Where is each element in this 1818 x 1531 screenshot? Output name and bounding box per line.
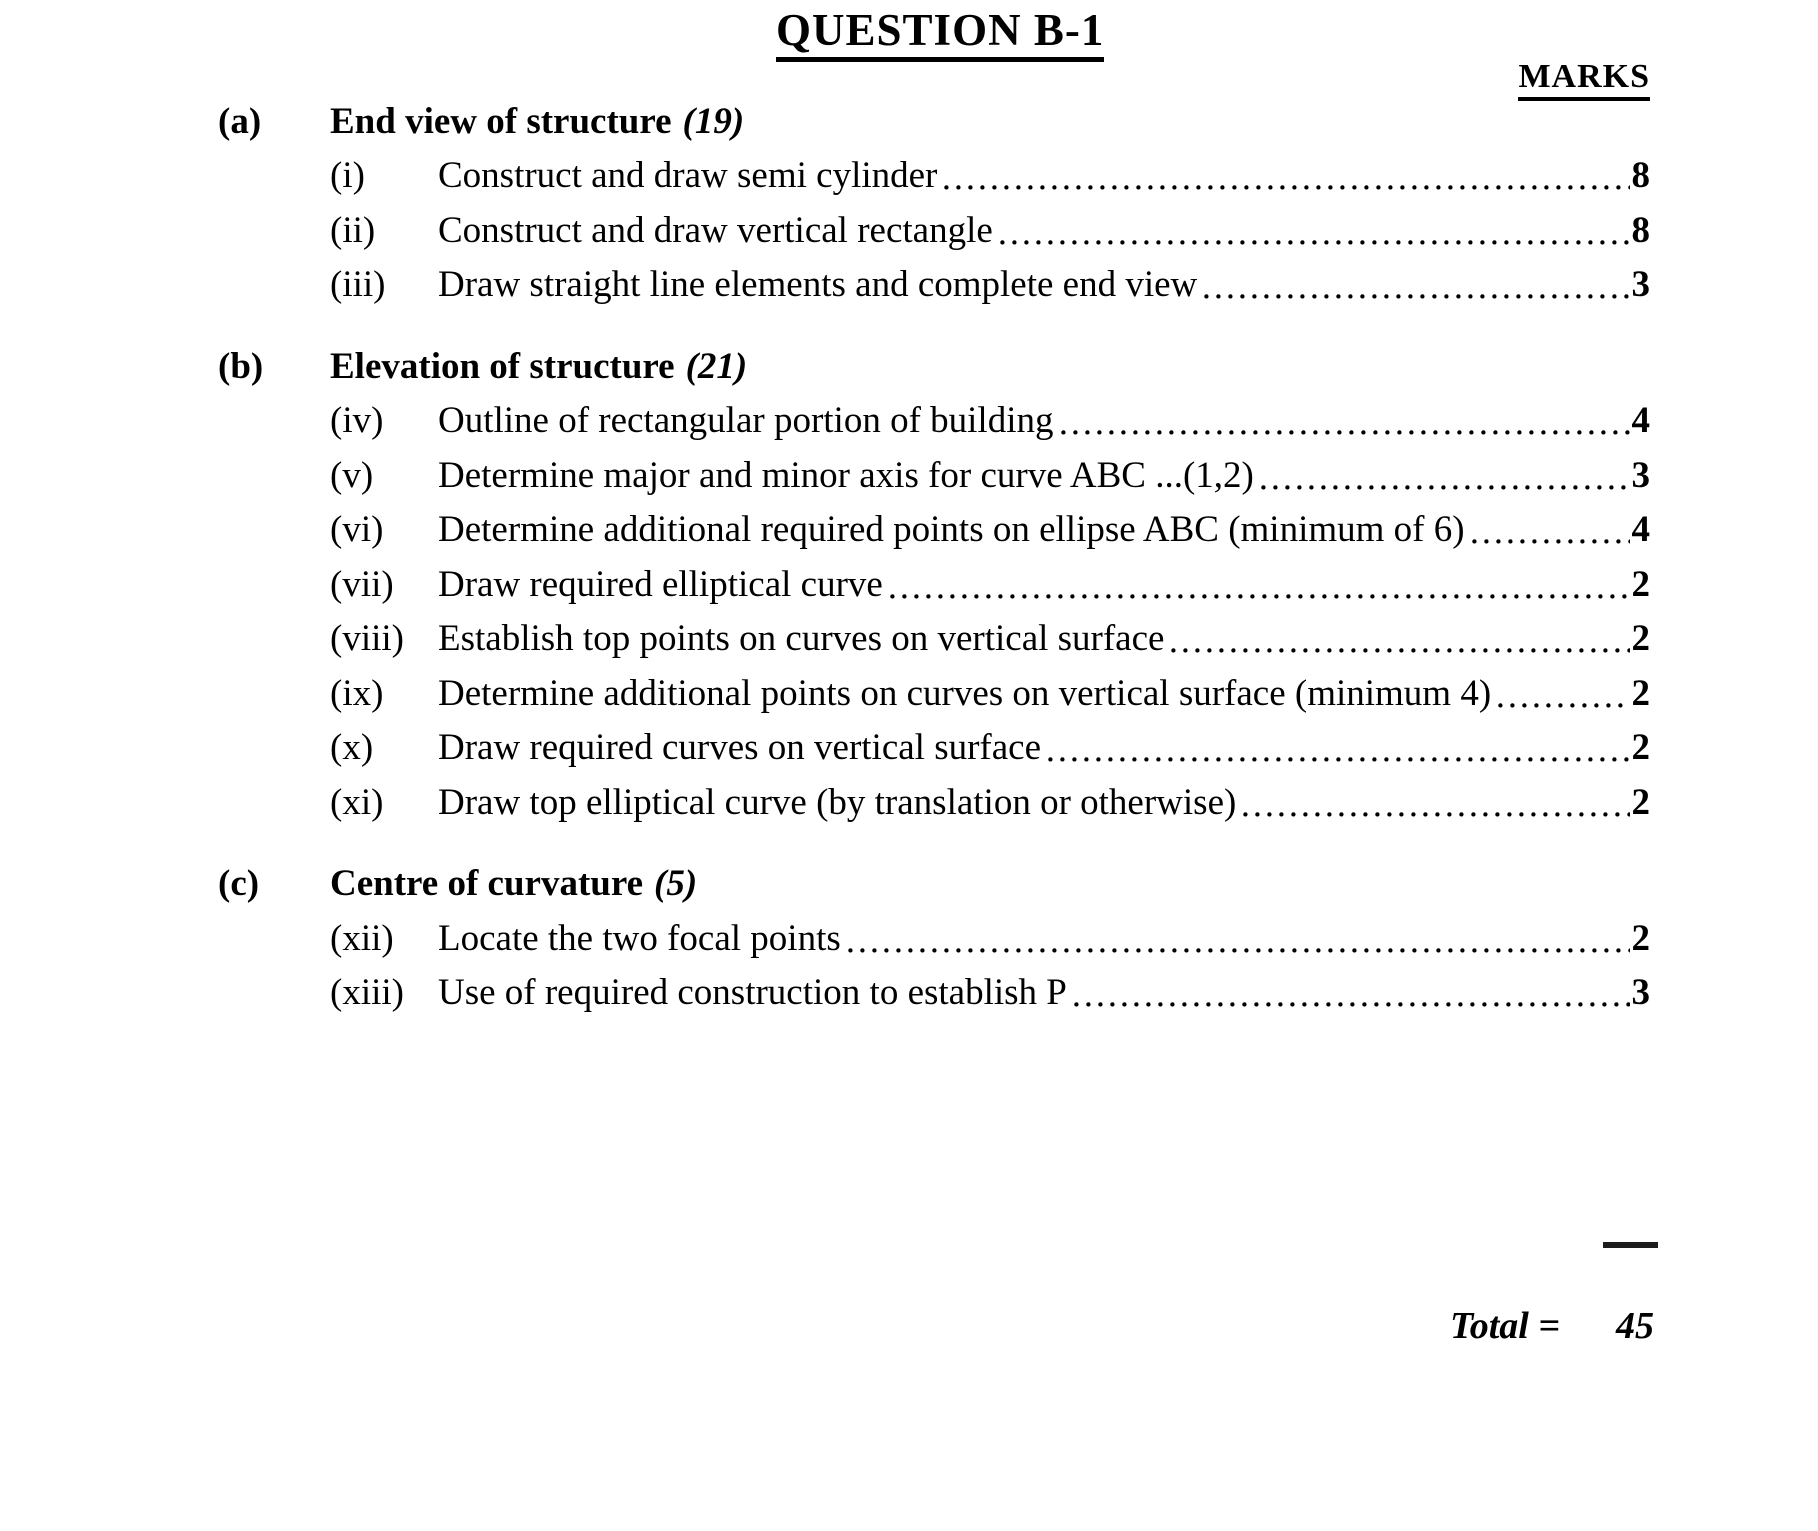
- mark-item-xii: [0, 911, 1818, 966]
- section-heading-c: [0, 857, 1818, 912]
- item-numeral: (iii): [330, 264, 386, 306]
- mark-item-v: [0, 448, 1818, 503]
- mark-item-vi: [0, 503, 1818, 558]
- item-marks: 2: [1631, 618, 1650, 660]
- section-label: (a): [218, 100, 262, 142]
- item-numeral: (vi): [330, 509, 384, 551]
- item-marks: 3: [1631, 264, 1650, 306]
- mark-item-i: [0, 149, 1818, 204]
- dotted-leader: [1243, 812, 1629, 817]
- item-marks: 3: [1631, 454, 1650, 496]
- item-text: Construct and draw vertical rectangle: [438, 209, 993, 251]
- mark-item-ix: [0, 666, 1818, 721]
- item-text: Draw top elliptical curve (by translation or otherwise): [438, 781, 1237, 823]
- dotted-leader: [1204, 294, 1629, 299]
- item-marks: 2: [1631, 917, 1650, 959]
- item-text: Draw straight line elements and complete end view: [438, 264, 1198, 306]
- dotted-leader: [1498, 703, 1629, 708]
- item-text: Establish top points on curves on vertical surface: [438, 618, 1165, 660]
- section-subtotal: (5): [654, 863, 698, 905]
- mark-item-xi: [0, 775, 1818, 830]
- section-heading-b: [0, 339, 1818, 394]
- item-text: Determine additional required points on ellipse ABC (minimum of 6): [438, 509, 1465, 551]
- item-numeral: (v): [330, 454, 374, 496]
- dotted-leader: [944, 185, 1629, 190]
- dotted-leader: [1261, 485, 1630, 490]
- mark-item-xiii: [0, 966, 1818, 1021]
- item-numeral: (x): [330, 727, 374, 769]
- item-marks: 4: [1631, 509, 1650, 551]
- mark-item-iii: [0, 258, 1818, 313]
- item-numeral: (xii): [330, 917, 394, 959]
- marks-column-header: MARKS: [1518, 60, 1650, 101]
- item-numeral: (viii): [330, 618, 404, 660]
- item-numeral: (xi): [330, 781, 384, 823]
- mark-item-ii: [0, 203, 1818, 258]
- total-sum-rule: [1603, 1242, 1658, 1248]
- item-numeral: (xiii): [330, 972, 404, 1014]
- item-marks: 2: [1631, 563, 1650, 605]
- total-label: Total =: [1450, 1305, 1560, 1347]
- item-marks: 3: [1631, 972, 1650, 1014]
- mark-item-vii: [0, 557, 1818, 612]
- section-title: Elevation of structure: [330, 345, 675, 387]
- dotted-leader: [1061, 430, 1630, 435]
- item-numeral: (iv): [330, 400, 384, 442]
- section-subtotal: (19): [682, 100, 745, 142]
- mark-item-viii: [0, 612, 1818, 667]
- item-text: Draw required curves on vertical surface: [438, 727, 1042, 769]
- dotted-leader: [1472, 539, 1630, 544]
- section-title: Centre of curvature: [330, 863, 644, 905]
- item-numeral: (i): [330, 155, 365, 197]
- section-heading-a: [0, 94, 1818, 149]
- item-text: Use of required construction to establish P: [438, 972, 1067, 1014]
- item-marks: 2: [1631, 672, 1650, 714]
- document-header: [0, 0, 1818, 94]
- mark-item-x: [0, 721, 1818, 776]
- section-title: End view of structure: [330, 100, 672, 142]
- item-marks: 8: [1631, 155, 1650, 197]
- item-marks: 2: [1631, 781, 1650, 823]
- mark-item-iv: [0, 394, 1818, 449]
- item-text: Locate the two focal points: [438, 917, 841, 959]
- dotted-leader: [848, 948, 1630, 953]
- item-numeral: (ii): [330, 209, 376, 251]
- item-marks: 2: [1631, 727, 1650, 769]
- dotted-leader: [1074, 1002, 1630, 1007]
- item-marks: 4: [1631, 400, 1650, 442]
- item-marks: 8: [1631, 209, 1650, 251]
- section-label: (b): [218, 345, 264, 387]
- dotted-leader: [1048, 757, 1629, 762]
- total-row: [1450, 1307, 1654, 1345]
- item-text: Construct and draw semi cylinder: [438, 155, 938, 197]
- item-numeral: (vii): [330, 563, 394, 605]
- item-numeral: (ix): [330, 672, 384, 714]
- item-text: Draw required elliptical curve: [438, 563, 883, 605]
- total-value: 45: [1616, 1305, 1654, 1347]
- page-title: QUESTION B-1: [776, 8, 1104, 62]
- dotted-leader: [890, 594, 1630, 599]
- item-text: Outline of rectangular portion of building: [438, 400, 1054, 442]
- item-text: Determine major and minor axis for curve ABC ...(1,2): [438, 454, 1254, 496]
- dotted-leader: [1171, 648, 1629, 653]
- item-text: Determine additional points on curves on vertical surface (minimum 4): [438, 672, 1492, 714]
- section-label: (c): [218, 863, 260, 905]
- section-subtotal: (21): [685, 345, 748, 387]
- dotted-leader: [1000, 240, 1630, 245]
